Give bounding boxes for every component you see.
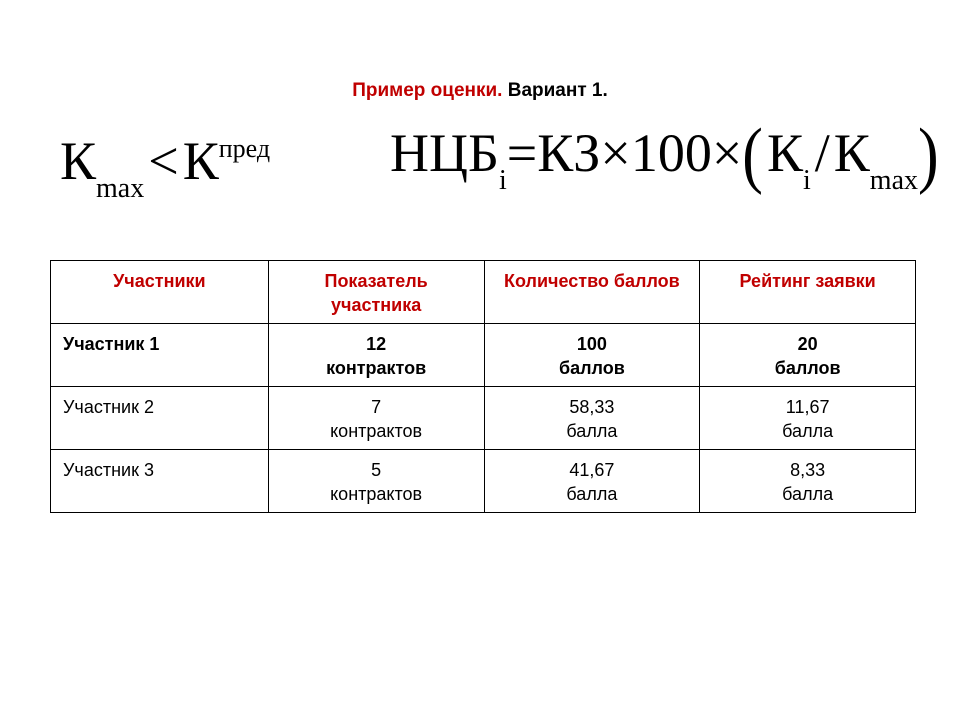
indicator-value: 5: [371, 460, 382, 480]
rating-unit: баллов: [774, 358, 841, 378]
formula-ncb: [390, 114, 939, 196]
formula2-ncb: НЦБ: [390, 123, 500, 183]
participant-points: [484, 387, 700, 450]
participant-indicator: [268, 450, 484, 513]
header-points: Количество баллов: [484, 261, 700, 324]
table-row: [51, 387, 916, 450]
formula2-kmax: К: [833, 123, 870, 183]
formula2-slash: /: [814, 123, 830, 183]
points-value: 100: [576, 334, 607, 354]
evaluation-table: [50, 260, 916, 513]
participant-points: [484, 324, 700, 387]
formula2-times2: ×: [711, 123, 743, 183]
participant-rating: [700, 324, 916, 387]
formula2-rparen: ): [918, 114, 939, 196]
participant-name: Участник 2: [51, 387, 269, 450]
points-unit: баллов: [558, 358, 625, 378]
formula1-k2: К: [182, 131, 219, 191]
indicator-value: 7: [371, 397, 382, 417]
formula2-kmax-sub: max: [869, 165, 919, 196]
rating-value: 11,67: [785, 397, 830, 417]
participant-name: Участник 1: [51, 324, 269, 387]
header-participants: Участники: [51, 261, 269, 324]
rating-value: 20: [797, 334, 818, 354]
points-unit: балла: [566, 421, 618, 441]
participant-rating: [700, 387, 916, 450]
header-rating: Рейтинг заявки: [700, 261, 916, 324]
points-value: 41,67: [569, 460, 615, 480]
indicator-value: 12: [366, 334, 387, 354]
formula2-ki-sub: i: [802, 165, 811, 196]
formula-kmax-less-than-kpred: [60, 131, 271, 204]
rating-unit: балла: [782, 484, 834, 504]
formula2-lparen: (: [742, 114, 763, 196]
formula1-k-sub: max: [96, 173, 145, 204]
slide-title: [0, 80, 960, 102]
participant-indicator: [268, 324, 484, 387]
formula2-ncb-sub: i: [499, 165, 507, 196]
participant-rating: [700, 450, 916, 513]
participant-indicator: [268, 387, 484, 450]
rating-value: 8,33: [790, 460, 826, 480]
formula1-k: К: [60, 131, 97, 191]
points-value: 58,33: [569, 397, 615, 417]
formula2-times1: ×: [600, 123, 631, 183]
header-indicator: Показатель участника: [268, 261, 484, 324]
participant-points: [484, 450, 700, 513]
title-variant: Вариант 1.: [507, 80, 608, 101]
indicator-unit: контрактов: [326, 358, 427, 378]
table-row: [51, 324, 916, 387]
formula2-eq: =: [506, 123, 538, 183]
formula2-hundred: 100: [630, 123, 712, 183]
participant-name: Участник 3: [51, 450, 269, 513]
indicator-unit: контрактов: [330, 421, 423, 441]
formula1-k2-sup: пред: [218, 134, 271, 163]
table-header-row: [51, 261, 916, 324]
indicator-unit: контрактов: [330, 484, 423, 504]
rating-unit: балла: [782, 421, 834, 441]
points-unit: балла: [566, 484, 618, 504]
formula2-kz: КЗ: [537, 123, 601, 183]
title-example: Пример оценки.: [352, 80, 503, 101]
table-row: [51, 450, 916, 513]
formula1-lt: <: [148, 131, 179, 191]
formula2-ki: К: [766, 123, 803, 183]
